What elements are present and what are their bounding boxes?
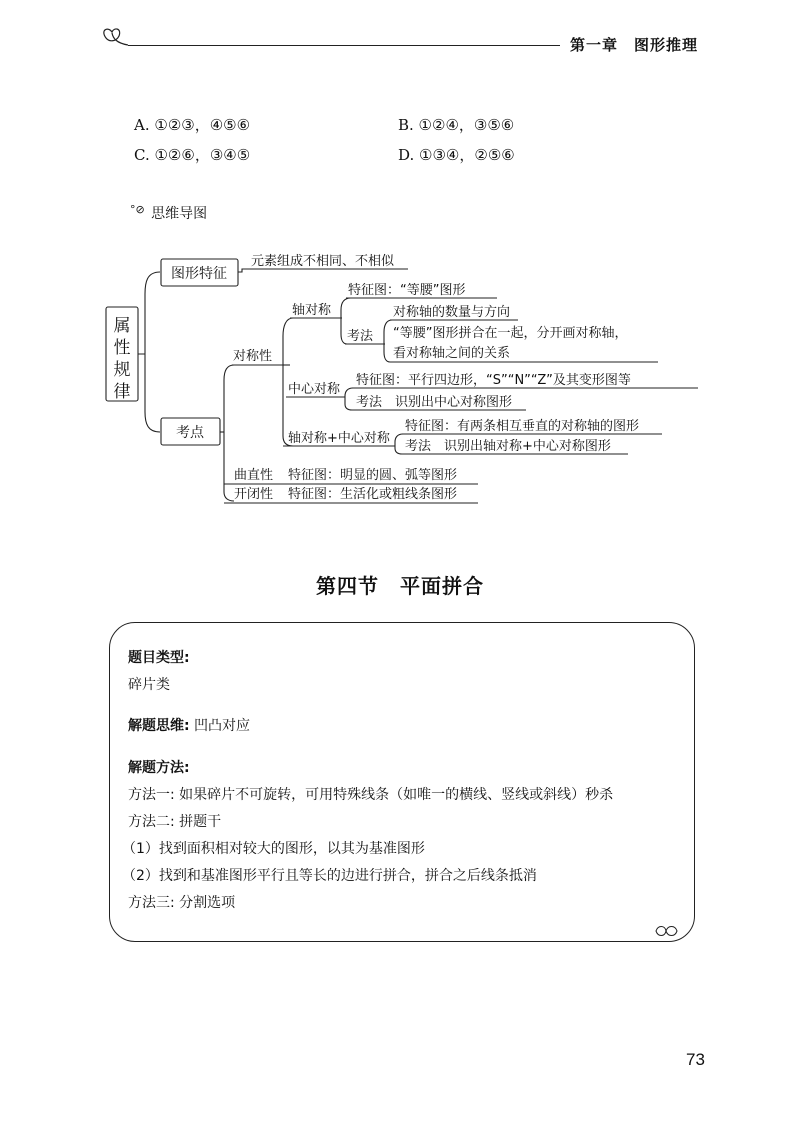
axis-method-label: 考法 xyxy=(347,329,374,344)
root-char-4: 律 xyxy=(113,382,131,402)
method-2: 方法二: 拼题干 xyxy=(128,814,222,830)
option-b: B. ①②④，③⑤⑥ xyxy=(398,116,515,134)
mindmap-heading-text: 思维导图 xyxy=(151,206,208,222)
thinking-value: 凹凸对应 xyxy=(189,718,251,734)
axis-label: 轴对称 xyxy=(292,303,332,318)
both-feature: 特征图：有两条相互垂直的对称轴的图形 xyxy=(405,419,640,434)
center-label: 中心对称 xyxy=(288,382,341,397)
closed-feature: 特征图：生活化或粗线条图形 xyxy=(288,487,458,502)
option-d: D. ①③④，②⑤⑥ xyxy=(398,146,515,164)
closed-label: 开闭性 xyxy=(234,487,274,502)
symmetry-label: 对称性 xyxy=(233,349,273,364)
chapter-title: 第一章 图形推理 xyxy=(570,36,699,54)
branch-feature-label: 图形特征 xyxy=(171,266,227,282)
center-feature: 特征图：平行四边形，“S”“N”“Z”及其变形图等 xyxy=(356,373,631,388)
methods-label: 解题方法: xyxy=(128,760,190,776)
mindmap-diagram xyxy=(0,0,800,560)
option-c: C. ①②⑥，③④⑤ xyxy=(134,146,251,164)
both-method: 考法 识别出轴对称+中心对称图形 xyxy=(405,439,611,454)
axis-method-1: 对称轴的数量与方向 xyxy=(393,305,511,320)
method-2-step-2: （2）找到和基准图形平行且等长的边进行拼合，拼合之后线条抵消 xyxy=(122,868,537,884)
curve-label: 曲直性 xyxy=(234,468,274,483)
root-char-3: 规 xyxy=(113,360,131,380)
feature-desc: 元素组成不相同、不相似 xyxy=(251,254,395,269)
method-1: 方法一: 如果碎片不可旋转，可用特殊线条（如唯一的横线、竖线或斜线）秒杀 xyxy=(128,787,614,803)
type-label: 题目类型: xyxy=(128,650,190,666)
axis-feature: 特征图：“等腰”图形 xyxy=(348,283,466,298)
page-number: 73 xyxy=(686,1050,705,1069)
center-method: 考法 识别出中心对称图形 xyxy=(356,395,513,410)
option-a: A. ①②③，④⑤⑥ xyxy=(134,116,251,134)
leaf-ornament-icon xyxy=(654,924,680,938)
thinking-label: 解题思维: xyxy=(128,718,190,734)
leaf-icon: °⊘ xyxy=(130,203,145,216)
method-3: 方法三: 分割选项 xyxy=(128,895,236,911)
axis-method-2b: 看对称轴之间的关系 xyxy=(393,346,511,361)
root-char-1: 属 xyxy=(113,316,131,336)
axis-method-2a: “等腰”图形拼合在一起，分开画对称轴， xyxy=(393,326,628,341)
both-label: 轴对称+中心对称 xyxy=(288,431,390,446)
curve-feature: 特征图：明显的圆、弧等图形 xyxy=(288,468,458,483)
branch-exam-label: 考点 xyxy=(176,425,204,441)
root-char-2: 性 xyxy=(113,338,131,358)
type-value: 碎片类 xyxy=(128,677,170,693)
section-title: 第四节 平面拼合 xyxy=(316,574,484,598)
method-2-step-1: （1）找到面积相对较大的图形，以其为基准图形 xyxy=(122,841,425,857)
thinking-row xyxy=(128,715,250,735)
